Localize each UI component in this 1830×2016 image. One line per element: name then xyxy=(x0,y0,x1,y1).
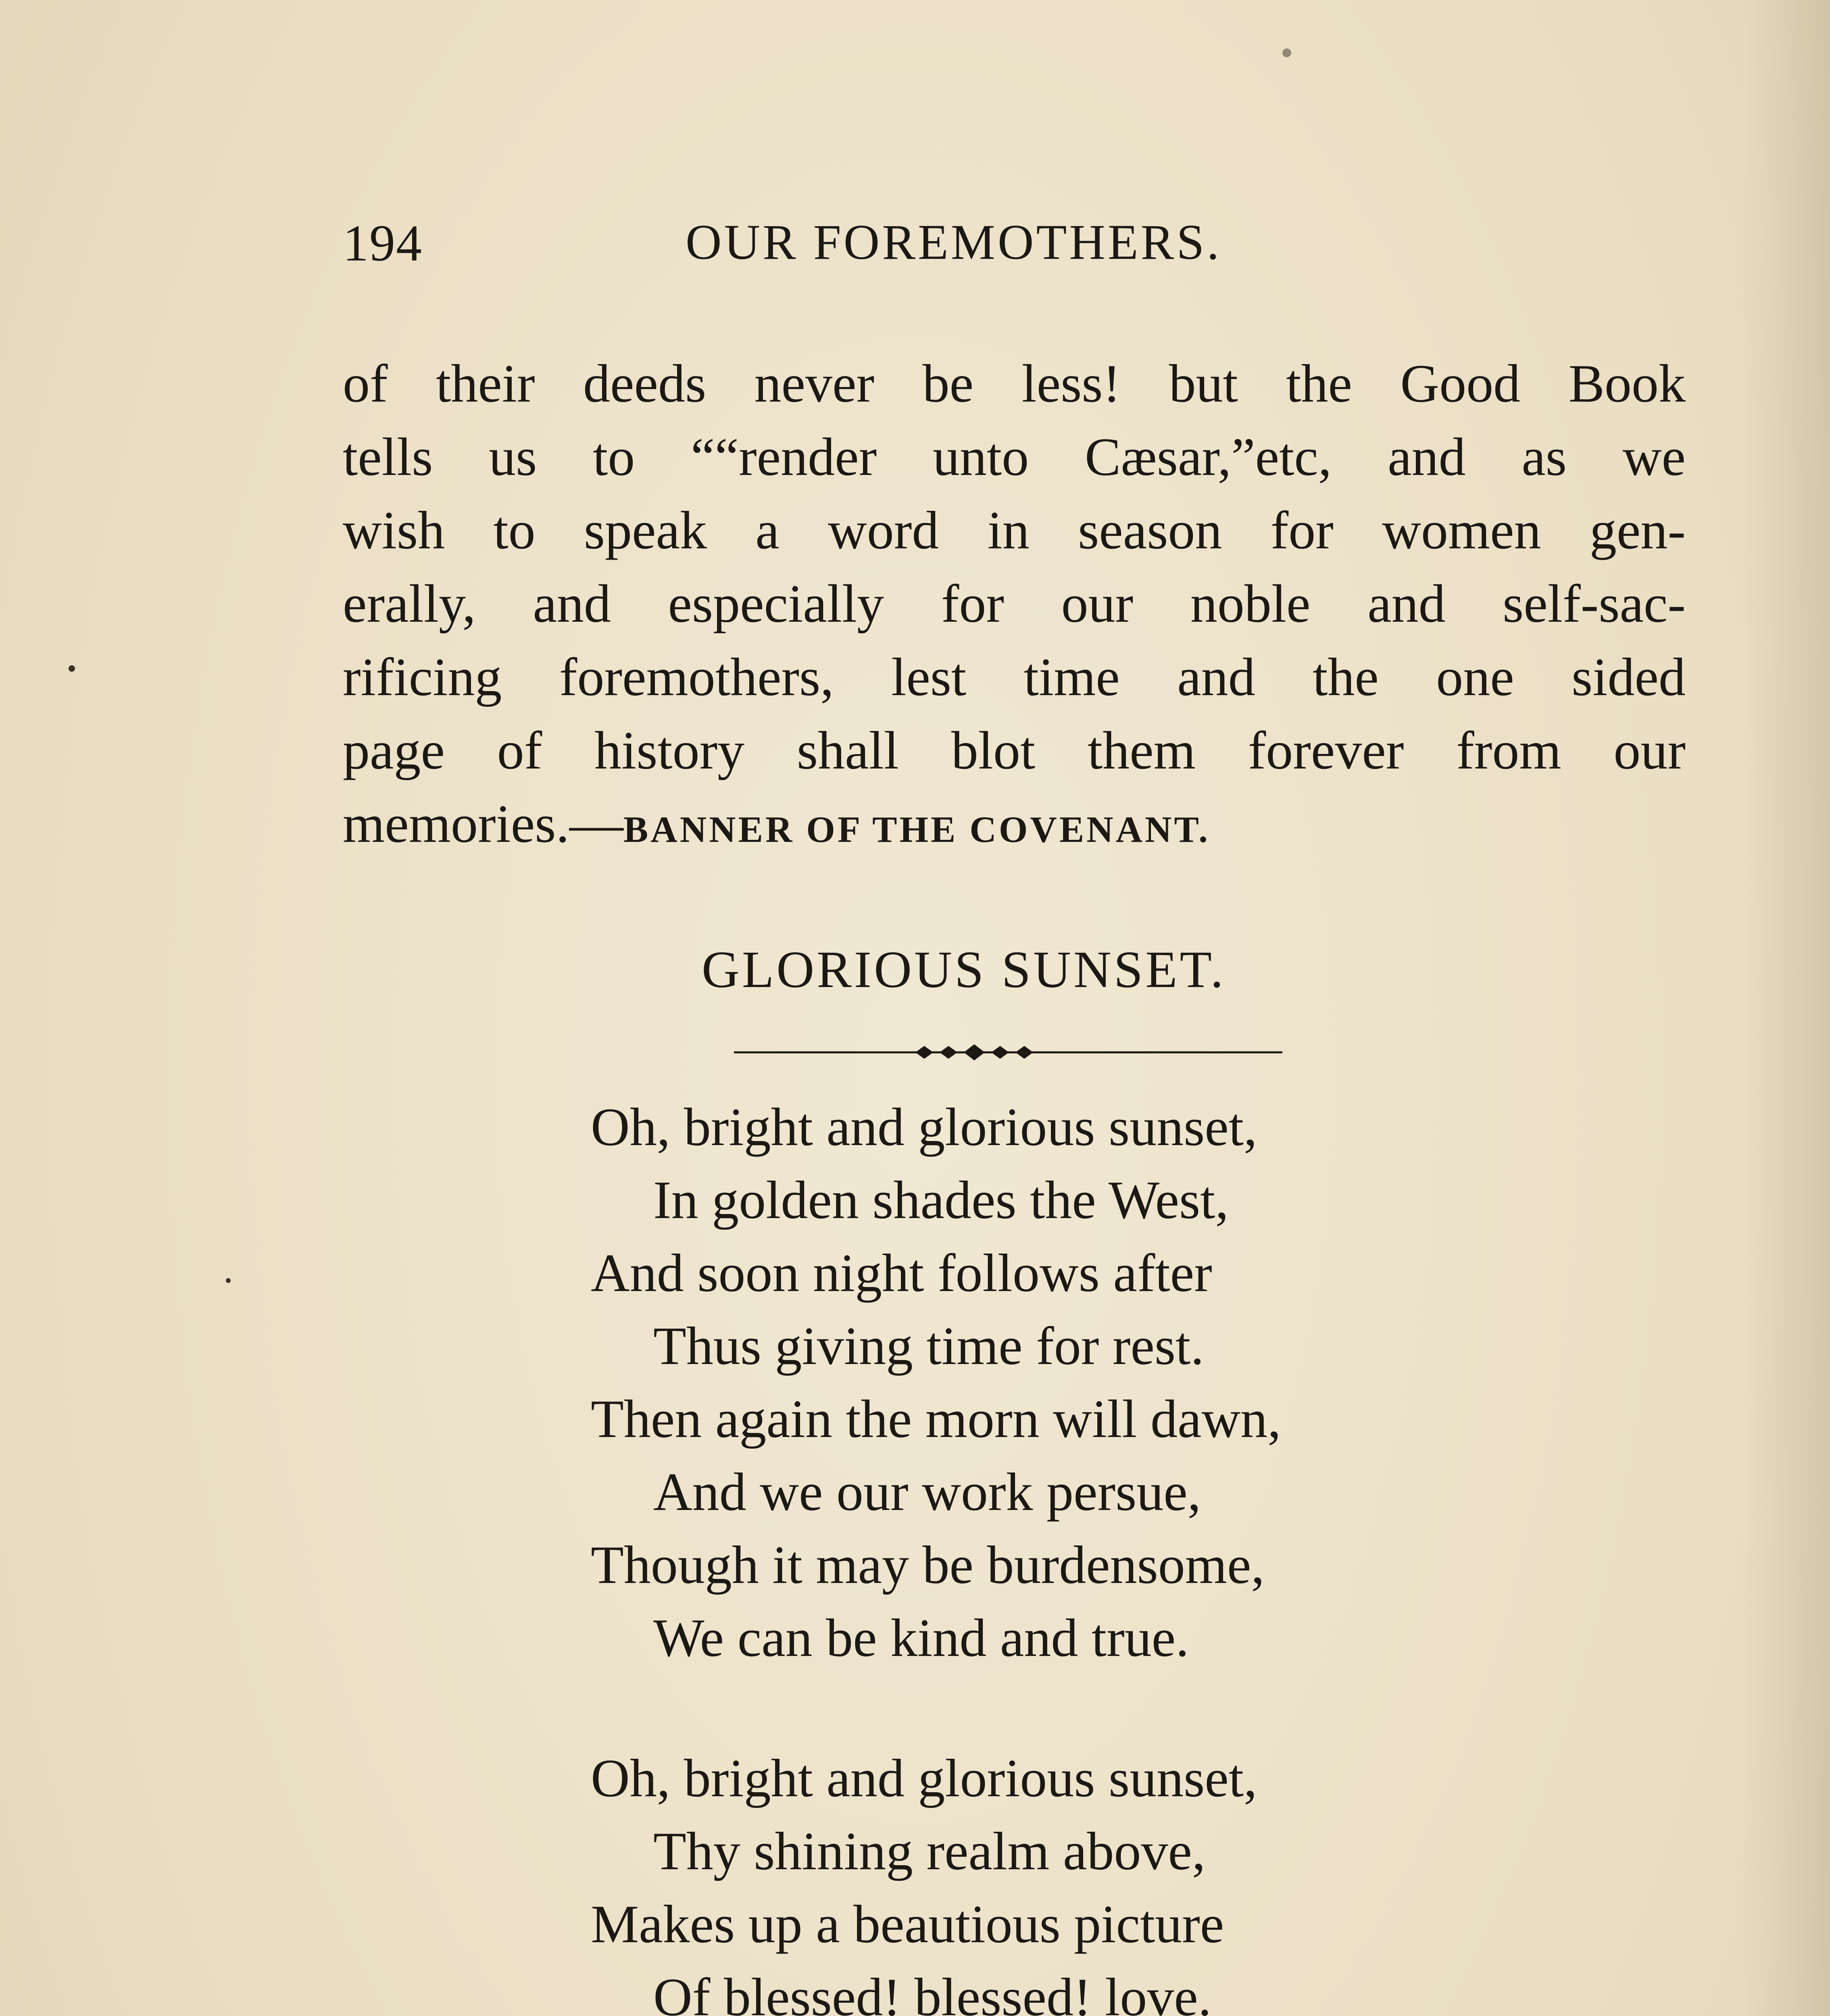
prose-line: erally, and especially for our noble and self-sac- xyxy=(343,574,1686,633)
poem-line: And soon night follows after xyxy=(591,1243,1212,1303)
paper-speck xyxy=(1282,48,1291,57)
prose-line: of their deeds never be less! but the Good Book xyxy=(343,354,1686,413)
poem-line: Oh, bright and glorious sunset, xyxy=(591,1097,1257,1157)
ornamental-rule xyxy=(734,1040,1282,1064)
prose-paragraph xyxy=(343,347,1686,866)
poem-line: Thy shining realm above, xyxy=(653,1821,1206,1881)
poem-line: Thus giving time for rest. xyxy=(653,1316,1204,1376)
prose-line: tells us to ““render unto Cæsar,”etc, and as we xyxy=(343,427,1686,487)
poem-line: Though it may be burdensome, xyxy=(591,1535,1265,1595)
attribution: BANNER OF THE COVENANT. xyxy=(623,809,1211,850)
page-number: 194 xyxy=(343,215,423,272)
prose-last-line xyxy=(343,787,1686,866)
page-header xyxy=(343,214,1383,282)
poem-line: We can be kind and true. xyxy=(653,1608,1189,1668)
prose-line: rificing foremothers, lest time and the one sided xyxy=(343,647,1686,707)
paper-speck xyxy=(226,1278,231,1283)
prose-line-text: memories.— xyxy=(343,794,623,854)
poem-title: GLORIOUS SUNSET. xyxy=(702,941,1226,999)
prose-line: wish to speak a word in season for women gen- xyxy=(343,500,1686,560)
running-head: OUR FOREMOTHERS. xyxy=(686,215,1222,270)
poem-stanza-2 xyxy=(591,1742,1518,2016)
poem-line: Oh, bright and glorious sunset, xyxy=(591,1748,1257,1808)
poem-stanza-1 xyxy=(591,1091,1518,1674)
page-edge-shadow xyxy=(1741,0,1830,2016)
prose-line: page of history shall blot them forever from our xyxy=(343,721,1686,780)
poem-line: Of blessed! blessed! love. xyxy=(653,1967,1212,2016)
poem-line: In golden shades the West, xyxy=(653,1170,1229,1230)
poem-line: Then again the morn will dawn, xyxy=(591,1389,1281,1449)
paper-speck xyxy=(69,665,75,672)
poem-line: Makes up a beautious picture xyxy=(591,1894,1224,1954)
poem-line: And we our work persue, xyxy=(653,1462,1201,1522)
